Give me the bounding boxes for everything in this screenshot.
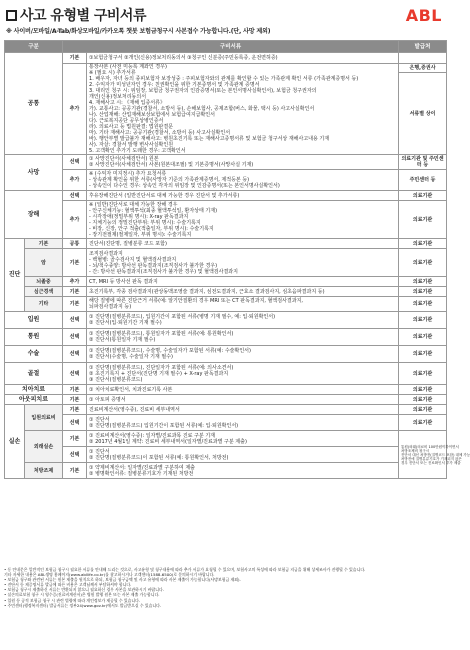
doc-line: ② 진단명(질병분류코드) 입원기간이 포함된 서류(예: 입·퇴원확인서): [89, 422, 239, 429]
surgery-docs: [87, 346, 399, 363]
death-opt-docs: [87, 155, 399, 170]
category-outpatient: 통원: [5, 329, 63, 346]
header-issuer: 발급처: [399, 41, 447, 53]
doc-line: ② 진단서(수술명, 수술일자 기재 필수): [89, 354, 173, 360]
doc-line: 조직검사결과지: [89, 250, 123, 257]
category-disability: 장해: [5, 191, 63, 239]
footnotes: [4, 567, 446, 647]
sub-category: 뇌졸중: [25, 277, 63, 287]
header-category: 구분: [5, 41, 63, 53]
footnote-line: • 보험금 청구와 관련된 서류는 원본 제출을 원칙으로 하되, 보험금 청구금액 및 사고 유형에 따라 사본 제출이 가능합니다(사망보험금 제외).: [4, 577, 241, 583]
doc-line: 사). 자살: 경찰서 발행 변사사실확인원: [89, 142, 174, 148]
footnote-line: • 진단서 등 제증명서류 발급에 따른 비용은 고객님께서 부담하셔야 합니다.: [4, 582, 132, 588]
table-row: [5, 312, 447, 329]
issuer: 의료기관: [399, 287, 447, 297]
issuer: 의료기관 및 주민센터 등: [399, 155, 447, 170]
hospital-docs: [87, 312, 399, 329]
note-line: 통원(외래)의료비 100만원이하이면서: [401, 444, 459, 449]
doc-line: ① 진단명(질병분류코드), 수술명, 수술일자가 포함된 서류(예: 수술확인서): [89, 348, 251, 354]
issuer: 의료기관: [399, 297, 447, 312]
doc-line: 2. 수익자가 미성년자인 경우: 친권확인을 위한 기본증명서 및 가족관계 증명서: [89, 82, 260, 88]
diagnosis-docs: [87, 287, 399, 297]
doc-line: - 간: 방사선 판독결과지(조직검사가 불가한 경우) 및 혈액검사결과지: [89, 268, 238, 275]
sub-category: 기타: [25, 297, 63, 312]
sub-category: 외래실손: [25, 431, 63, 463]
tag: 기본: [63, 287, 87, 297]
table-row: [5, 463, 447, 479]
doc-line: 초진기록부, 각종 검사결과지(관상동맥조영술 결과지, 심전도결과지, 근효소 결과검사지, 심초음파결과지 등): [89, 288, 325, 295]
category-atopy: 아웃피치료: [5, 395, 63, 405]
page-subtitle: ※ 사이버/모바일/A-Tab/화상모바일/카카오톡 챗봇 보험금청구시 사본접수 가능합니다.(단, 사망 제외): [6, 28, 271, 35]
doc-line: ① 진단명(질병분류코드), 진단일자가 포함된 서류(예: 의사소견서): [89, 364, 234, 371]
tag: 추가: [63, 277, 87, 287]
tag: 기본: [63, 431, 87, 447]
issuer: 의료기관: [399, 346, 447, 363]
sub-category: 암: [25, 249, 63, 277]
doc-line: - 뇌/척수종양: 방사선 판독결과지(조직검사가 불가한 경우): [89, 262, 218, 269]
tag: 선택: [63, 312, 87, 329]
category-surgery: 수술: [5, 346, 63, 363]
tag-add: 추가: [63, 201, 87, 239]
common-basic-docs: ①보험금청구서 ②개인(신용)정보처리동의서 ③청구인 신분증(주민등록증, 운전면허증): [87, 53, 399, 64]
diagnosis-docs: [87, 239, 399, 249]
issuer: 의료기관: [399, 329, 447, 346]
table-row: [5, 170, 447, 191]
doc-line: 라). 의료사고 등 법원판결: 법원판결문: [89, 124, 174, 130]
footnote-line: 기타 자세한 내용은 ABL생명 홈페이지(www.abllife.co.kr)를 참고하시거나 고객센터(1588-6500)로 문의하시기 바랍니다.: [4, 572, 215, 578]
fracture-docs: [87, 363, 399, 385]
doc-line: ② 진단서(통원일자 기재 필수): [89, 337, 156, 343]
category-diagnosis: 진단: [5, 239, 25, 312]
doc-line: ① 진단서: [89, 448, 110, 455]
note-line: 경우 진단서 또는 진료확인서 추가 제출: [401, 460, 461, 465]
table-row: [5, 191, 447, 201]
sub-category: 심근경색: [25, 287, 63, 297]
doc-line: CT, MRI 등 방사선 판독 결과지: [89, 278, 158, 285]
table-row: [5, 201, 447, 239]
tag: 선택: [63, 329, 87, 346]
doc-line: ① 진단서: [89, 416, 110, 423]
doc-line: ※ (일반)진단서로 대체 가능한 장해 경우: [89, 201, 178, 208]
issuer: 의료기관: [399, 277, 447, 287]
doc-line: 통장사본 (사전 미등록 계좌인 경우): [89, 64, 167, 70]
doc-line: 진단서(진단명, 질병분류 코드 포함): [89, 240, 167, 247]
doc-line: ① 진단명(질병분류코드), 입원기간이 포함된 서류(병명 기재 필수, 예: 입·퇴원확인서): [89, 314, 276, 320]
doc-line: ① 치아치료확인서, 치과진료기록 사본: [89, 386, 173, 393]
doc-line: ※ (필요 시) 추가서류: [89, 70, 136, 76]
tag: 기본: [63, 297, 87, 312]
table-row: [5, 329, 447, 346]
category-death: 사망: [5, 155, 63, 191]
issuer: 의료기관: [399, 395, 447, 405]
issuer: 의료기관: [399, 415, 447, 431]
doc-line: ② 진단명(질병분류코드)이 포함된 서류(예: 통원확인서, 처방전): [89, 454, 229, 461]
category-fracture: 골절: [5, 363, 63, 385]
tag: 기본: [63, 463, 87, 479]
tag: 선택: [63, 415, 87, 431]
doc-line: 3. 대리인 청구 시: 위임장, 보험금 청구권자의 인감증명서(또는 본인서명사실확인서), 보험금 청구권자의: [89, 88, 317, 94]
atopy-docs: [87, 395, 399, 405]
tag: 기본: [63, 395, 87, 405]
doc-line: ① 아토피 증명서: [89, 396, 126, 403]
issuer: [399, 53, 447, 64]
indemnity-docs: [87, 405, 399, 415]
doc-line: ② 병명확인서류: 질병분류기호가 기재된 처방전: [89, 470, 194, 477]
outpatient-docs: [87, 329, 399, 346]
doc-line: 5. 고객확인 추가기 도래한 경우: 고객확인서: [89, 148, 186, 154]
category-dental: 치아치료: [5, 385, 63, 395]
table-row: [5, 415, 447, 431]
tag: 기본: [63, 385, 87, 395]
doc-line: - 상속인이 다수인 경우: 상속인 각자의 위임장 및 인감증명서(또는 본인서명사실확인서): [89, 183, 280, 189]
page-title: [6, 5, 146, 25]
doc-line: 진료비계산서(영수증), 진료비 세부내역서: [89, 406, 180, 413]
doc-line: ② 사망진단서(사체검안서) 사본(원본대조필) 및 기본증명서(사망사실 기재): [89, 162, 254, 168]
indemnity-docs: [87, 415, 399, 431]
table-row: [5, 64, 447, 73]
tag: 선택: [63, 346, 87, 363]
dental-docs: [87, 385, 399, 395]
tag-basic: 기본: [63, 53, 87, 64]
footnote-line: • 동 안내문은 일반적인 보험금 청구시 필요한 서류를 안내해 드리는 것으로, 사고유형 및 청구내용에 따라 추가 서류가 요청될 수 있으며, 보험사고의 특성에 따라 보험금 지급을 위해 상세조사가 진행될 수 있습니다.: [4, 567, 366, 572]
table-row: [5, 405, 447, 415]
doc-line: ② 초진기록지 + 진단서(진단명 기재 필수) + X-ray 판독결과지: [89, 370, 229, 377]
abl-logo: ABL: [405, 6, 442, 25]
indemnity-docs: [87, 463, 399, 479]
table-row: [5, 447, 447, 463]
doc-line: - 백혈병: 골수검사지 및 혈액검사결과지: [89, 256, 177, 263]
sub-category: 기본: [25, 239, 63, 249]
doc-line: ① 약제비계산서: 일자별/진료과별 구분하여 제출: [89, 464, 195, 471]
note-line: 처방전에 질병분류기호가 기재되지 않은: [401, 456, 462, 461]
footnote-line: • 실손의료보험 청구 시 영수증(진료비계산서)은 병원 발행 원본 또는 사본 제출 가능합니다.: [4, 592, 160, 598]
doc-line: 4. 재해사고 시: 《재해 입증서류》: [89, 100, 165, 106]
doc-line: - 상속관계 확인을 위한 서류(사망자 기준의 가족관계증명서, 제적등본 등): [89, 177, 250, 183]
tag-add: 추가: [63, 64, 87, 155]
header-documents: 구비서류: [63, 41, 399, 53]
doc-line: ② 진단서(입·퇴원기간 기재 필수): [89, 320, 162, 326]
issuer: 주민센터 등: [399, 170, 447, 191]
diagnosis-docs: [87, 249, 399, 277]
tag: 선택: [63, 363, 87, 385]
doc-line: - 장기전절제(절제일자, 부위 명시): 수술기록지: [89, 231, 192, 238]
table-row: [5, 431, 447, 447]
table-row: [5, 277, 447, 287]
doc-line: ① 사망진단서(사체검안서) 원본: [89, 156, 159, 162]
table-row: [5, 155, 447, 170]
issuer: 의료기관: [399, 191, 447, 201]
category-indemnity: 실손: [5, 405, 25, 479]
table-row: [5, 249, 447, 277]
death-add-docs: [87, 170, 399, 191]
issuer: 의료기관: [399, 201, 447, 239]
doc-line: 해당 질병에 따른 진단근거 서류(예: 알기안질환의 경우 MRI 또는 CT 판독결과지, 혈액검사결과지,: [89, 298, 304, 304]
doc-line: ② 2017년 4월1일 계약: 진료비 세부내역서(일자별/진료과별 구분 제출): [89, 438, 247, 445]
doc-line: 바). 행안부별 발급불가 재해사고: 병원초진기록 또는 재해사고증명서류 및 보험금 청구서상 재해사고내용 기재: [89, 136, 330, 142]
diagnosis-docs: [87, 277, 399, 287]
table-row: [5, 287, 447, 297]
doc-line: 개인(신용)정보처리동의서: [89, 94, 147, 100]
tag: 선택: [63, 447, 87, 463]
table-row: [5, 239, 447, 249]
doc-line: ① 진료비계산서(영수증): 일자별/진료과목 진료 구분 기재: [89, 432, 215, 439]
issuer: 의료기관: [399, 405, 447, 415]
doc-line: 다). 근로복지공단 공무상병인증서: [89, 118, 164, 124]
tag: 공통: [63, 239, 87, 249]
tag-select: 선택: [63, 155, 87, 170]
doc-line: ③ 진단서(질병분류코드): [89, 376, 143, 383]
page-title-text: 사고 유형별 구비서류: [20, 8, 146, 24]
indemnity-docs: [87, 447, 399, 463]
diagnosis-docs: [87, 297, 399, 312]
disability-opt-docs: 후유장해진단서 (일반진단서로 대체 가능한 경우 진단서 및 추가서류): [87, 191, 399, 201]
tag: 기본: [63, 405, 87, 415]
table-row: [5, 297, 447, 312]
category-common: 공통: [5, 53, 63, 155]
indemnity-docs: [87, 431, 399, 447]
doc-line: ※ (수익자 미지정시) 추가 요청서류: [89, 171, 167, 177]
issuer: 의료기관: [399, 385, 447, 395]
document-table: [4, 40, 470, 479]
issuer: 의료기관: [399, 312, 447, 329]
tag: 기본: [63, 249, 87, 277]
footnote-line: • 입원 등 공적 보험금 청구 시 관련 법령에 따라 개인정보가 제공될 수 있습니다.: [4, 597, 141, 603]
indemnity-note: [399, 431, 470, 479]
doc-line: 가). 교통사고: 공공기관(경찰서, 소방서 등), 손해보험사, 공제조합(버스, 화물, 택시 등) 사고사실확인서: [89, 106, 315, 112]
doc-line: ① 진단명(질병분류코드), 통원일자가 포함된 서류(예: 통원확인서): [89, 331, 234, 337]
sub-category: 처방조제: [25, 463, 63, 479]
doc-line: 마). 기타 재해사고: 공공기관(경찰서, 소방서 등) 사고사실확인서: [89, 130, 231, 136]
note-line: 진단서 대신 처방전(질병코드 포함) 대체 가능: [401, 452, 470, 457]
doc-line: 나). 산업재해: 산업재해보상보험에서 보험급여지급확인서: [89, 112, 215, 118]
table-row: [5, 363, 447, 385]
doc-line: - 시각장애(정밀부위 명시): X-ray 판독결과지: [89, 213, 189, 220]
common-add-docs: [87, 64, 399, 155]
issuer: 의료기관: [399, 249, 447, 277]
table-row: [5, 346, 447, 363]
doc-line: - 비장, 신장, 안구 적출(적출일자, 부위 명시): 수술기록지: [89, 225, 214, 232]
doc-line: - 지체기능의 정밀진단부위: 부위 명시): 수술기록지: [89, 219, 201, 226]
disability-add-docs: [87, 201, 399, 239]
tag-select: 선택: [63, 191, 87, 201]
issuer: 서류별 상이: [399, 73, 447, 155]
issuer: 은행,증권사: [399, 64, 447, 73]
issuer: 의료기관: [399, 239, 447, 249]
sub-category: 입원의료비: [25, 405, 63, 431]
page-header: [4, 4, 446, 38]
category-hospital: 입원: [5, 312, 63, 329]
checkbox-square-icon: [6, 10, 17, 21]
doc-line: - 안구신체기능: 혈액투석(최종 혈액투석일, 환자상태 기재): [89, 207, 218, 214]
table-row: [5, 53, 447, 64]
note-line: 처방조제비 청구시: [401, 448, 430, 453]
doc-line: 1. 배우자, 자녀 등의 종피보험자 보장성중 : 주피보험자와의 관계를 확인할 수 있는 가족관계 확인 서류 (가족관계증명서 등): [89, 76, 359, 82]
table-row: [5, 395, 447, 405]
table-row: [5, 385, 447, 395]
issuer: 의료기관: [399, 363, 447, 385]
footnote-line: • 보험금 청구시 제출하신 서류는 반환되지 않으니 필요하신 경우 사본을 보관하시기 바랍니다.: [4, 587, 164, 593]
table-header-row: [5, 41, 447, 53]
doc-line: 뇌파검사결과지 등): [89, 304, 132, 310]
footnote-line: • 주민센터(행정복지센터) 발급서류는 정부24(www.gov.kr)에서도 발급받으실 수 있습니다.: [4, 602, 162, 608]
tag-add: 추가: [63, 170, 87, 191]
